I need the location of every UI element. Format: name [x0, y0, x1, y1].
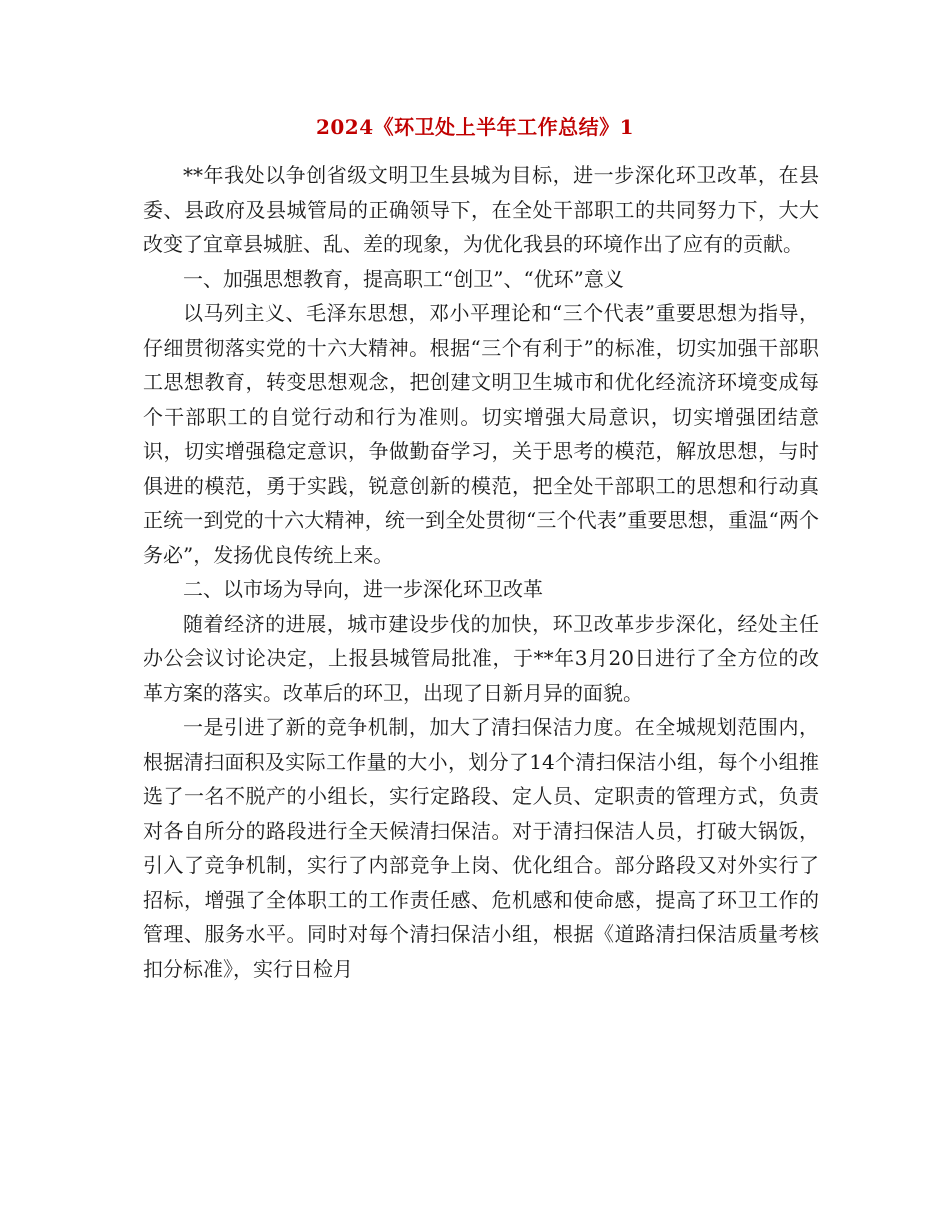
- paragraph-section-2-point-1: 一是引进了新的竞争机制，加大了清扫保洁力度。在全城规划范围内，根据清扫面积及实际工作量的大小，划分了14个清扫保洁小组，每个小组推选了一名不脱产的小组长，实行定路段、定人员、定职责的管理方式，负责对各自所分的路段进行全天候清扫保洁。对于清扫保洁人员，打破大锅饭，引入了竞争机制，实行了内部竞争上岗、优化组合。部分路段又对外实行了招标，增强了全体职工的工作责任感、危机感和使命感，提高了环卫工作的管理、服务水平。同时对每个清扫保洁小组，根据《道路清扫保洁质量考核扣分标准》，实行日检月: [143, 715, 819, 981]
- paragraph-intro: **年我处以争创省级文明卫生县城为目标，进一步深化环卫改革，在县委、县政府及县城管局的正确领导下，在全处干部职工的共同努力下，大大改变了宜章县城脏、乱、差的现象，为优化我县的环境作出了应有的贡献。: [143, 163, 819, 256]
- document-title: 2024《环卫处上半年工作总结》1: [315, 115, 635, 139]
- section-heading-1: 一、加强思想教育，提高职工“创卫”、“优环”意义: [183, 266, 624, 291]
- section-heading-2: 二、以市场为导向，进一步深化环卫改革: [183, 577, 543, 601]
- document-body: [143, 158, 819, 986]
- paragraph-section-2: 随着经济的进展，城市建设步伐的加快，环卫改革步步深化，经处主任办公会议讨论决定，上报县城管局批准，于**年3月20日进行了全方位的改革方案的落实。改革后的环卫，出现了日新月异的面貌。: [143, 611, 819, 705]
- paragraph-section-1: 以马列主义、毛泽东思想，邓小平理论和“三个代表”重要思想为指导，仔细贯彻落实党的十六大精神。根据“三个有利于”的标准，切实加强干部职工思想教育，转变思想观念，把创建文明卫生城市和优化经流济环境变成每个干部职工的自觉行动和行为准则。切实增强大局意识，切实增强团结意识，切实增强稳定意识，争做勤奋学习，关于思考的模范，解放思想，与时俱进的模范，勇于实践，锐意创新的模范，把全处干部职工的思想和行动真正统一到党的十六大精神，统一到全处贯彻“三个代表”重要思想，重温“两个务必”，发扬优良传统上来。: [143, 301, 819, 567]
